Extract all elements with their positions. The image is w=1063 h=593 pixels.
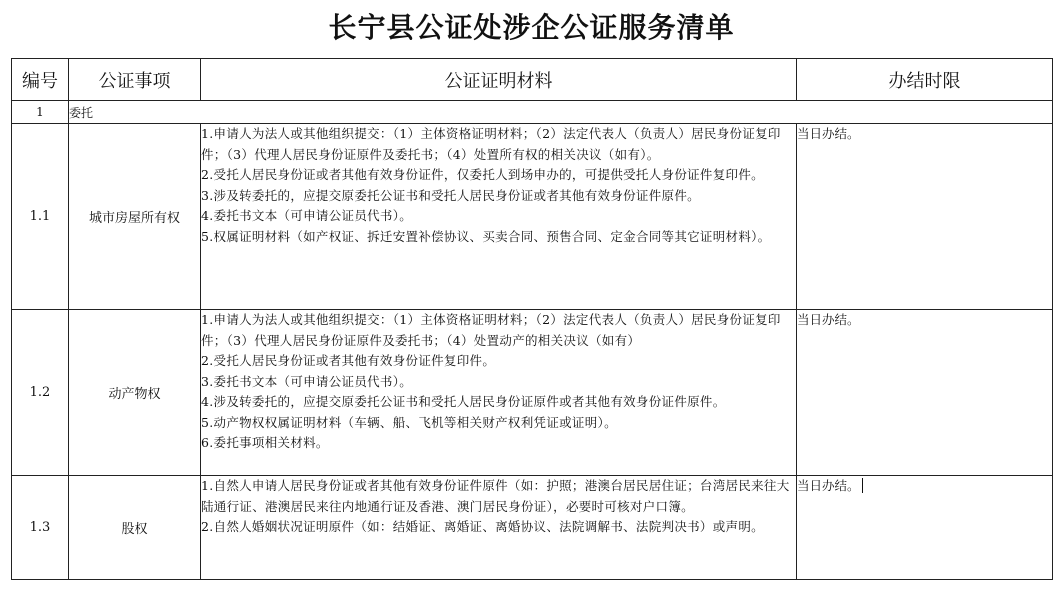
section-name: 委托 bbox=[69, 101, 1053, 124]
header-time: 办结时限 bbox=[797, 59, 1053, 101]
header-materials: 公证证明材料 bbox=[201, 59, 797, 101]
row-num: 1.3 bbox=[12, 476, 69, 580]
material-line: 3.委托书文本（可申请公证员代书）。 bbox=[201, 373, 413, 389]
row-materials bbox=[201, 124, 797, 310]
row-time: 当日办结。 bbox=[797, 124, 1053, 310]
row-num: 1.2 bbox=[12, 310, 69, 476]
row-item: 动产物权 bbox=[69, 310, 201, 476]
table-row bbox=[12, 124, 1053, 310]
page-title: 长宁县公证处涉企公证服务清单 bbox=[328, 11, 735, 44]
section-row bbox=[12, 101, 1053, 124]
table-row bbox=[12, 476, 1053, 580]
row-materials bbox=[201, 476, 797, 580]
material-line: 1.申请人为法人或其他组织提交：（1）主体资格证明材料；（2）法定代表人（负责人）居民身份证复印件；（3）代理人居民身份证原件及委托书；（4）处置所有权的相关决议（如有）。 bbox=[201, 126, 781, 162]
row-item: 股权 bbox=[69, 476, 201, 580]
text-cursor bbox=[862, 478, 863, 493]
row-time-cell[interactable] bbox=[797, 476, 1053, 580]
row-item: 城市房屋所有权 bbox=[69, 124, 201, 310]
header-num: 编号 bbox=[12, 59, 69, 101]
row-num: 1.1 bbox=[12, 124, 69, 310]
table-row bbox=[12, 310, 1053, 476]
material-line: 1.申请人为法人或其他组织提交：（1）主体资格证明材料；（2）法定代表人（负责人）居民身份证复印件；（3）代理人居民身份证原件及委托书；（4）处置动产的相关决议（如有） bbox=[201, 312, 781, 348]
material-line: 5.权属证明材料（如产权证、拆迁安置补偿协议、买卖合同、预售合同、定金合同等其它证明材料）。 bbox=[201, 228, 771, 244]
material-line: 2.受托人居民身份证或者其他有效身份证件复印件。 bbox=[201, 353, 496, 368]
material-line: 2.受托人居民身份证或者其他有效身份证件，仅委托人到场申办的，可提供受托人身份证件复印件。 bbox=[201, 167, 764, 182]
material-line: 6.委托事项相关材料。 bbox=[201, 435, 329, 450]
section-num: 1 bbox=[12, 101, 69, 124]
material-line: 1.自然人申请人居民身份证或者其他有效身份证件原件（如：护照；港澳台居民居住证；台湾居民来往大陆通行证、港澳居民来往内地通行证及香港、澳门居民身份证），必要时可核对户口簿。 bbox=[201, 478, 790, 514]
material-line: 3.涉及转委托的，应提交原委托公证书和受托人居民身份证或者其他有效身份证件原件。 bbox=[201, 187, 700, 203]
material-line: 2.自然人婚姻状况证明原件（如：结婚证、离婚证、离婚协议、法院调解书、法院判决书）或声明。 bbox=[201, 519, 764, 534]
service-list-table bbox=[11, 58, 1053, 580]
material-line: 5.动产物权权属证明材料（车辆、船、飞机等相关财产权利凭证或证明）。 bbox=[201, 414, 617, 430]
row-materials bbox=[201, 310, 797, 476]
material-line: 4.涉及转委托的，应提交原委托公证书和受托人居民身份证原件或者其他有效身份证件原件。 bbox=[201, 394, 726, 409]
row-time: 当日办结。 bbox=[797, 478, 860, 493]
header-item: 公证事项 bbox=[69, 59, 201, 101]
header-row bbox=[12, 59, 1053, 101]
material-line: 4.委托书文本（可申请公证员代书）。 bbox=[201, 208, 413, 223]
row-time: 当日办结。 bbox=[797, 310, 1053, 476]
